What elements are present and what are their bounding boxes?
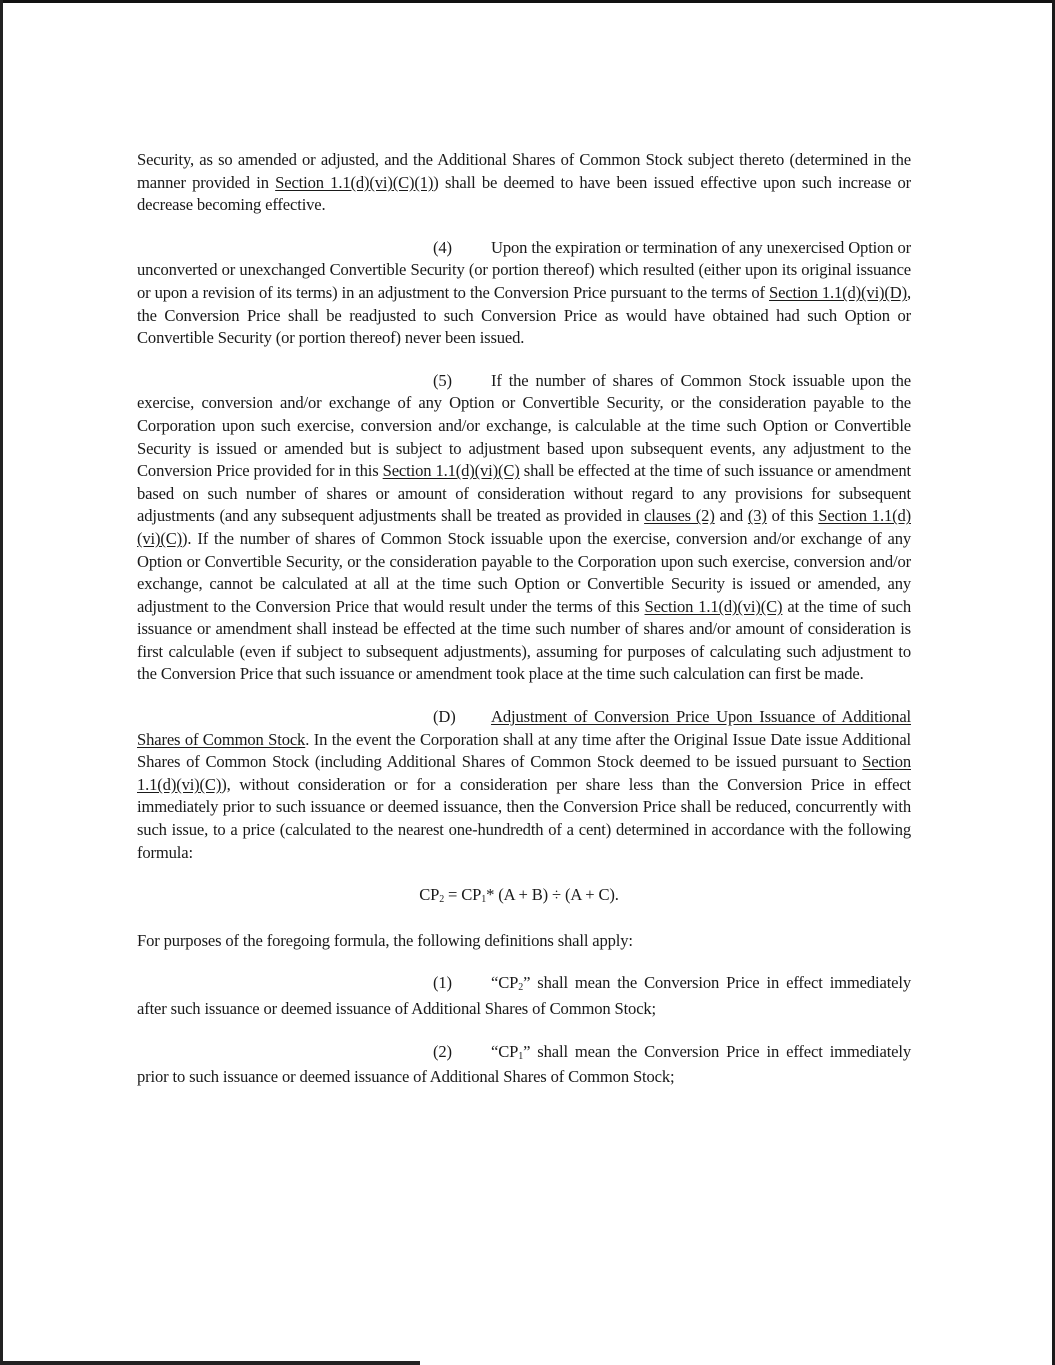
paragraph-clause-4: [137, 237, 911, 350]
scan-border-top: [0, 0, 1055, 3]
text: , the Conversion Price shall be readjusted to such Conversion Price as would have obtained had such Option or Convertible Security (or portion thereof) never been issued.: [137, 282, 912, 348]
conversion-formula: [137, 884, 911, 910]
section-reference: Section 1.1(d)(vi)(C): [137, 752, 911, 794]
formula-subscript: 1: [481, 894, 487, 906]
definition-cp2: [137, 972, 911, 1020]
clause-reference: clauses (2): [644, 506, 715, 526]
clause-number: (5): [433, 370, 452, 390]
text: shall be effected at the time of such issuance or amendment based on such number of shares or amount of consideration without regard to any provisions for subsequent adjustments (and any subsequent adjustments shall be treated as provided in: [137, 461, 911, 526]
section-number: (D): [433, 707, 456, 727]
section-reference: Section 1.1(d)(vi)(C): [382, 461, 520, 481]
text: “CP: [491, 1041, 519, 1061]
section-heading: Adjustment of Conversion Price Upon Issuance of Additional Shares of Common Stock: [137, 707, 911, 749]
section-reference: Section 1.1(d)(vi)(C)(1): [275, 172, 434, 192]
formula-subscript: 2: [518, 982, 524, 994]
formula-subscript: 1: [518, 1050, 524, 1062]
text: Upon the expiration or termination of any unexercised Option or unconverted or unexchanged Convertible Security (or portion thereof) which resulted (either upon its original issuance or upon a revision of its terms) in an adjustment to the Conversion Price pursuant to the terms of: [137, 237, 911, 302]
text: and: [714, 506, 748, 526]
formula-subscript: 2: [439, 894, 445, 906]
definition-number: (1): [433, 973, 452, 993]
document-page: [137, 149, 911, 1109]
scan-border-left: [0, 0, 3, 1365]
text: ). If the number of shares of Common Stock issuable upon the exercise, conversion and/or exchange of any Option or Convertible Security, or the consideration payable to the Corporation upon such exercise, conversion and/or exchange, cannot be calculated at all at the time such Option or Convertible Security is issued or amended, any adjustment to the Conversion Price that would result under the terms of this: [137, 528, 911, 616]
text: of this: [766, 506, 819, 526]
clause-reference: (3): [747, 506, 767, 526]
text: If the number of shares of Common Stock issuable upon the exercise, conversion and/or exchange of any Option or Convertible Security, or the consideration payable to the Corporation upon such exercise, conversion and/or exchange, is calculable at the time such Option or Convertible Security is issued or amended but is subject to adjustment based upon subsequent events, any adjustment to the Conversion Price provided for in this: [137, 370, 911, 481]
text: . In the event the Corporation shall at any time after the Original Issue Date issue Additional Shares of Common Stock (including Additional Shares of Common Stock deemed to be issued pursuant to: [137, 729, 912, 772]
section-reference: Section 1.1(d)(vi)(C): [644, 596, 783, 616]
formula-term: = CP: [444, 885, 482, 905]
paragraph-continuation: [137, 149, 911, 217]
text: ” shall mean the Conversion Price in effect immediately prior to such issuance or deemed issuance of Additional Shares of Common Stock;: [137, 1041, 911, 1087]
definitions-intro: For purposes of the foregoing formula, the following definitions shall apply:: [137, 930, 633, 950]
section-reference: Section 1.1(d)(vi)(D): [769, 282, 908, 302]
formula-term: * (A + B) ÷ (A + C).: [486, 885, 619, 905]
scan-border-bottom: [0, 1361, 420, 1365]
text: Security, as so amended or adjusted, and the Additional Shares of Common Stock subject thereto (determined in the manner provided in: [137, 150, 911, 192]
text: ), without consideration or for a consideration per share less than the Conversion Price in effect immediately prior to such issuance or deemed issuance, then the Conversion Price shall be reduced, concurrently with such issue, to a price (calculated to the nearest one-hundredth of a cent) determined in accordance with the following formula:: [137, 774, 911, 862]
paragraph-section-d: [137, 706, 911, 864]
paragraph-clause-5: [137, 370, 911, 686]
formula-term: CP: [419, 885, 440, 905]
definition-cp1: [137, 1041, 911, 1089]
clause-number: (4): [433, 237, 452, 257]
text: ” shall mean the Conversion Price in effect immediately after such issuance or deemed issuance of Additional Shares of Common Stock;: [137, 973, 911, 1018]
text: ) shall be deemed to have been issued effective upon such increase or decrease becoming effective.: [137, 172, 911, 215]
text: “CP: [491, 973, 519, 993]
section-reference: Section 1.1(d)(vi)(C): [137, 506, 911, 548]
definition-number: (2): [433, 1041, 452, 1061]
text: at the time of such issuance or amendment shall instead be effected at the time such number of shares and/or amount of consideration is first calculable (even if subject to subsequent adjustments), assuming for purposes of calculating such adjustment to the Conversion Price that such issuance or amendment took place at the time such calculation can first be made.: [137, 596, 911, 684]
